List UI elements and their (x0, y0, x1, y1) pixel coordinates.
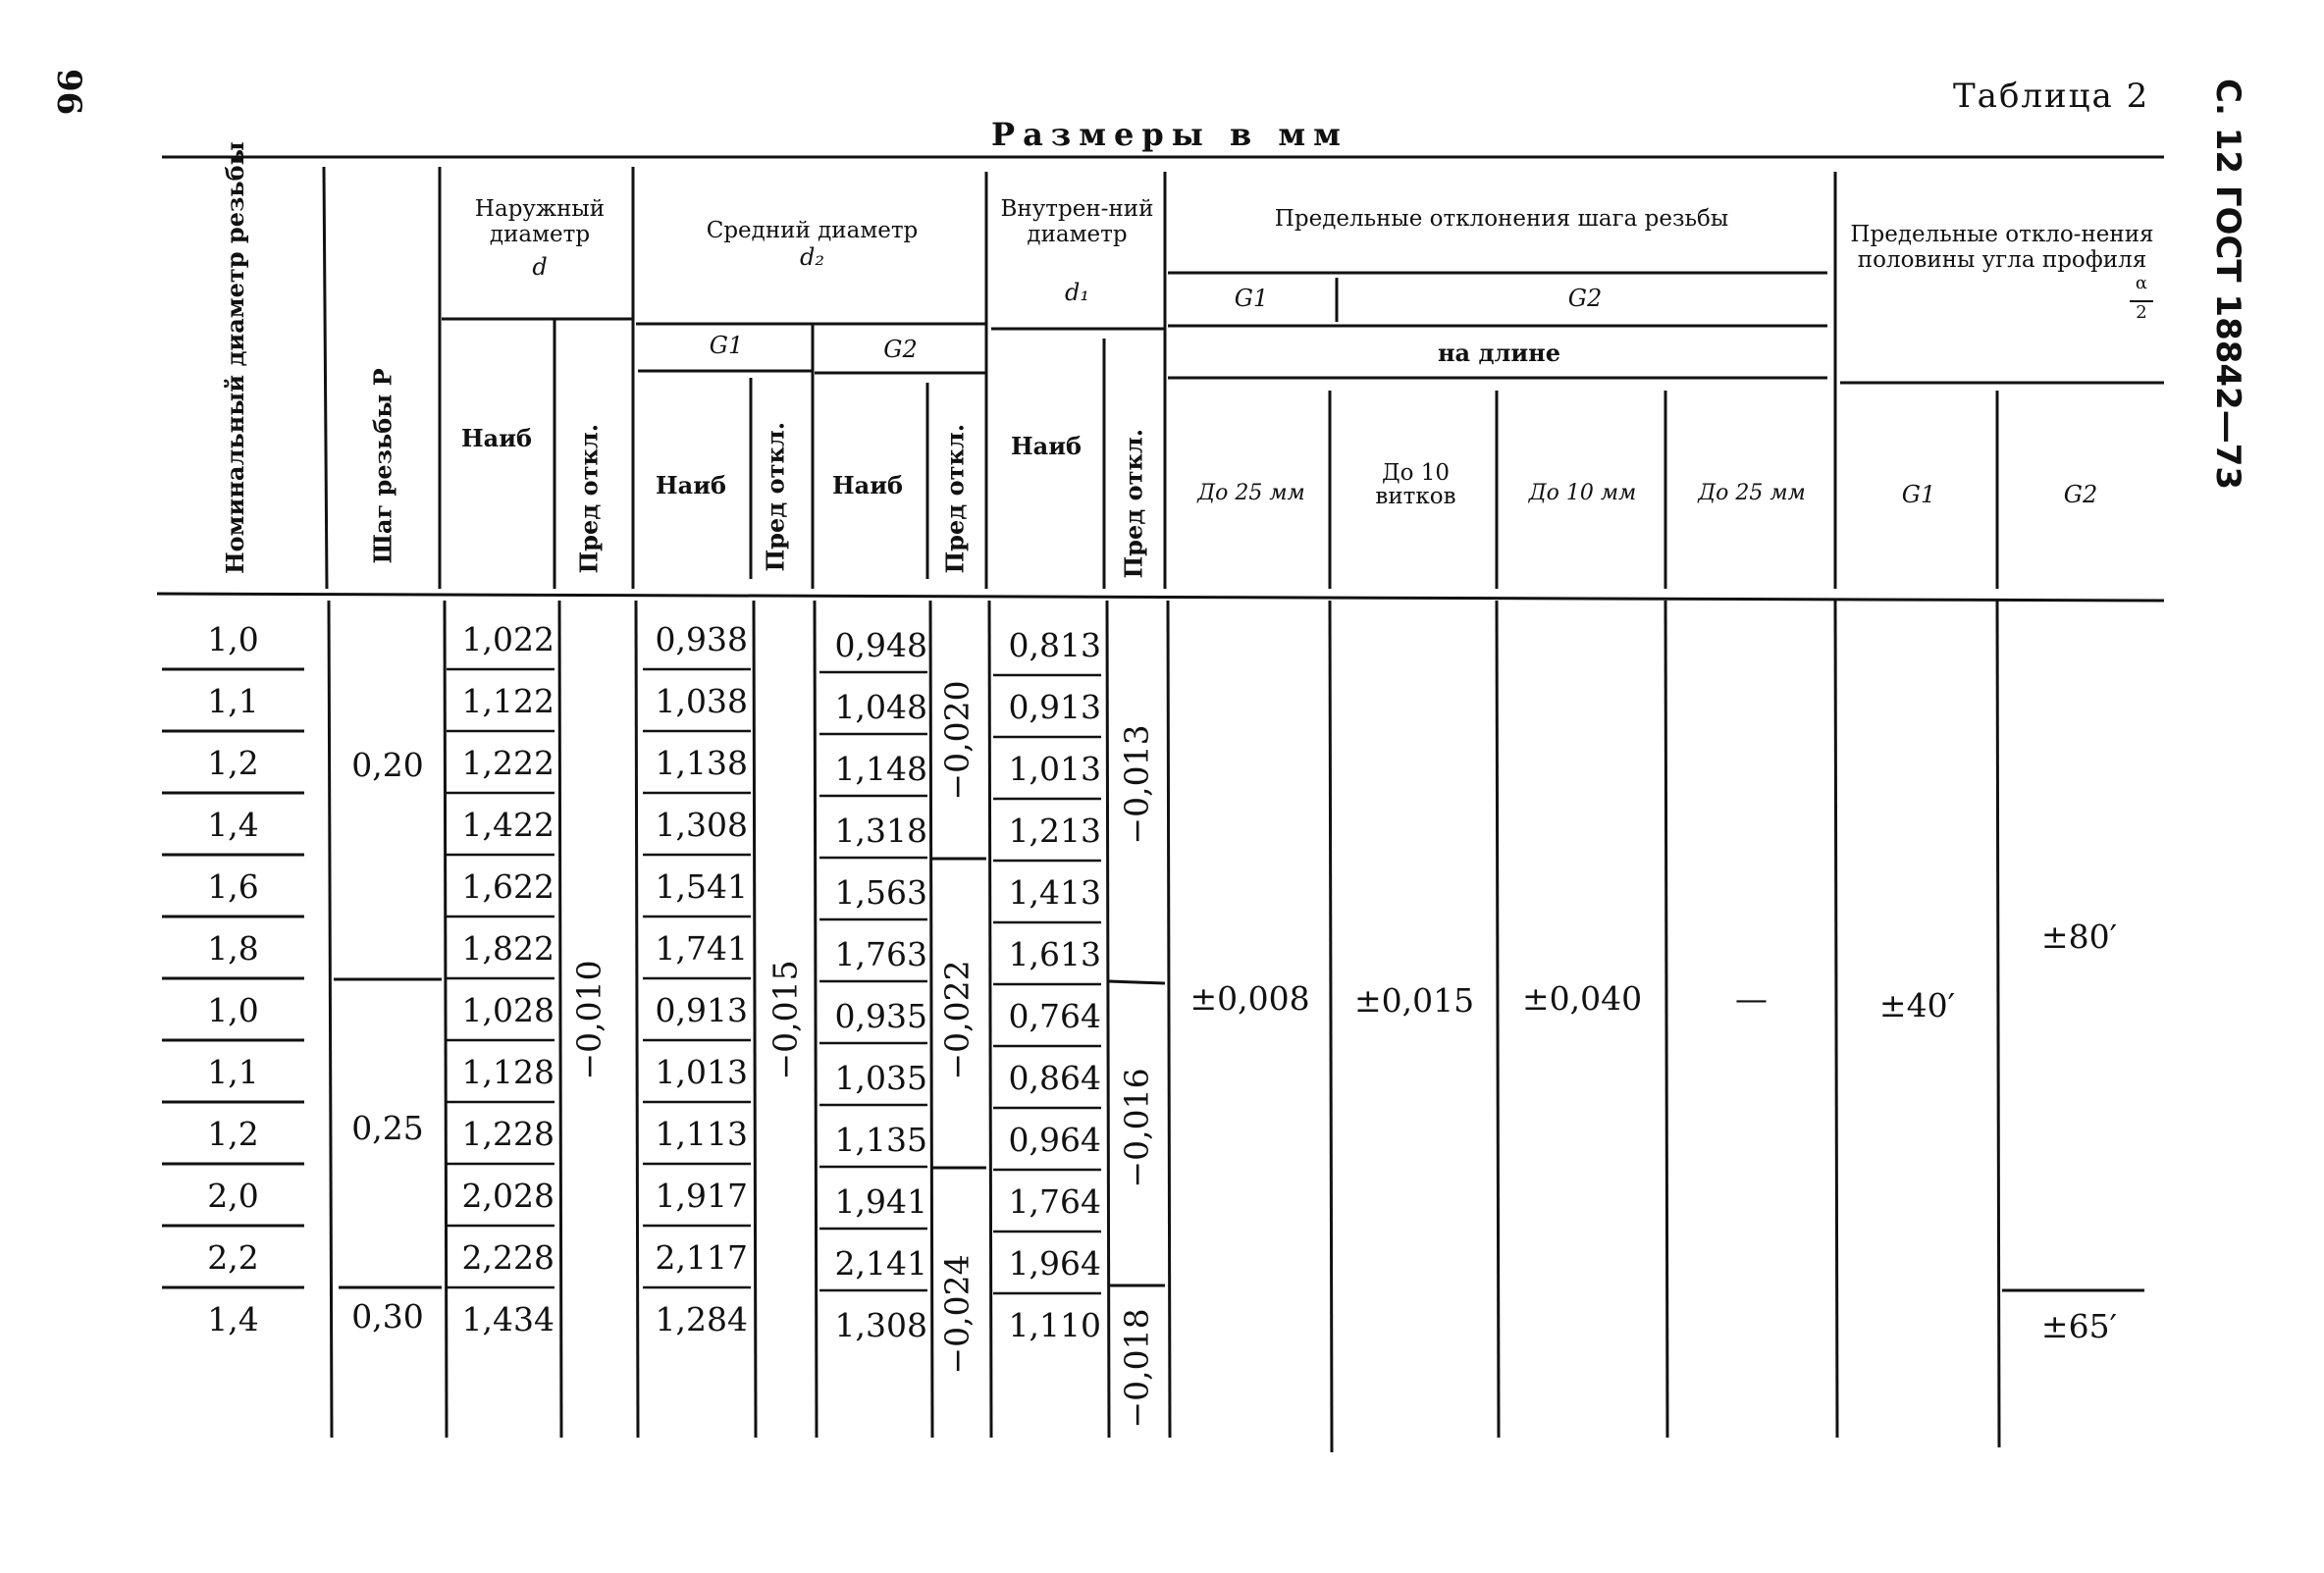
header-up-to-25b: До 25 мм (1698, 481, 1806, 505)
cell-d2-g1: 1,038 (655, 682, 748, 720)
cell-nominal: 1,1 (207, 682, 259, 720)
header-alpha-den: 2 (2130, 300, 2153, 323)
pitch-dev-g2-10mm: ±0,040 (1521, 979, 1643, 1018)
cell-d2-g1: 0,913 (655, 991, 748, 1029)
header-nominal-diameter: Номинальный диаметр резьбы (221, 141, 249, 574)
pitch-value: 0,25 (351, 1109, 424, 1147)
header-middle-g2-dev: Пред откл. (940, 423, 970, 574)
deviation-middle-g2: −0,024 (937, 1254, 977, 1375)
cell-d2-g2: 1,941 (834, 1182, 927, 1221)
pitch-dev-g2-25mm: — (1735, 979, 1768, 1018)
cell-d2-g2: 1,135 (834, 1121, 927, 1159)
cell-d1: 1,613 (1008, 935, 1101, 973)
deviation-inner: −0,013 (1117, 724, 1156, 845)
header-outer-max: Наиб (461, 424, 533, 452)
cell-d2-g2: 1,563 (834, 873, 927, 912)
cell-nominal: 1,8 (207, 929, 259, 968)
cell-d1: 1,013 (1008, 750, 1101, 788)
header-alpha-num: α (2135, 273, 2148, 293)
cell-d2-g2: 1,318 (834, 812, 927, 850)
pitch-value: 0,30 (351, 1297, 424, 1336)
header-middle-g1: G1 (709, 332, 744, 359)
cell-d: 1,422 (461, 806, 555, 844)
header-middle-g1-dev: Пред откл. (761, 421, 790, 572)
header-middle-symbol: d₂ (800, 243, 824, 271)
cell-d: 1,122 (461, 682, 555, 720)
cell-nominal: 1,0 (207, 991, 259, 1029)
header-angle-g1: G1 (1901, 481, 1936, 508)
header-middle-g1-max: Наиб (656, 471, 727, 499)
pitch-value: 0,20 (351, 746, 424, 784)
header-pitch-deviation: Предельные отклонения шага резьбы (1274, 206, 1729, 232)
cell-nominal: 1,0 (207, 620, 259, 658)
header-angle-g2: G2 (2063, 481, 2098, 508)
header-pitch-g2: G2 (1567, 285, 1603, 312)
pitch-dev-g1-25mm: ±0,008 (1189, 979, 1310, 1018)
header-up-to-10: До 10 мм (1528, 481, 1637, 505)
gost-side-header: С. 12 ГОСТ 18842—73 (2208, 79, 2247, 491)
cell-d2-g2: 1,763 (834, 935, 927, 973)
cell-d1: 1,213 (1008, 812, 1101, 850)
cell-d: 1,228 (461, 1115, 555, 1153)
pitch-dev-g2-10turns: ±0,015 (1353, 981, 1475, 1020)
cell-d2-g1: 2,117 (655, 1238, 748, 1277)
cell-d2-g2: 0,935 (834, 997, 927, 1035)
units-caption: Размеры в мм (991, 116, 1348, 153)
cell-d2-g2: 1,148 (834, 750, 927, 788)
header-thread-pitch: Шаг резьбы P (368, 368, 397, 564)
cell-nominal: 1,1 (207, 1053, 259, 1091)
cell-d2-g2: 0,948 (834, 626, 927, 664)
cell-d1: 0,813 (1008, 626, 1101, 664)
header-up-to-25: До 25 мм (1197, 481, 1305, 505)
cell-d2-g1: 1,917 (655, 1177, 748, 1215)
cell-d1: 0,913 (1008, 688, 1101, 726)
cell-nominal: 1,2 (207, 1115, 259, 1153)
cell-d1: 1,110 (1008, 1306, 1101, 1344)
header-outer-diameter: Наружный диаметр (474, 196, 606, 247)
cell-d: 1,128 (461, 1053, 555, 1091)
cell-d1: 1,413 (1008, 873, 1101, 912)
cell-d: 2,228 (461, 1238, 555, 1277)
cell-nominal: 2,0 (207, 1177, 259, 1215)
cell-d2-g1: 0,938 (655, 620, 748, 658)
cell-d1: 0,764 (1008, 997, 1101, 1035)
cell-d2-g2: 1,308 (834, 1306, 927, 1344)
deviation-middle-g1: −0,015 (766, 960, 805, 1080)
cell-d2-g2: 2,141 (834, 1244, 927, 1283)
header-inner-dev: Пред откл. (1119, 428, 1148, 579)
cell-d: 1,822 (461, 929, 555, 968)
header-inner-max: Наиб (1011, 432, 1083, 460)
header-inner-symbol: d₁ (1065, 279, 1089, 306)
cell-d: 1,022 (461, 620, 555, 658)
deviation-middle-g2: −0,020 (937, 680, 977, 801)
cell-d2-g1: 1,284 (655, 1300, 748, 1338)
deviation-outer: −0,010 (569, 960, 608, 1080)
cell-d2-g1: 1,308 (655, 806, 748, 844)
header-inner-diameter: Внутрен-ний диаметр (1000, 196, 1154, 247)
angle-dev-g2: ±80′ (2040, 918, 2118, 956)
header-middle-diameter: Средний диаметр (706, 218, 919, 243)
cell-d1: 1,764 (1008, 1182, 1101, 1221)
deviation-inner: −0,018 (1117, 1308, 1156, 1429)
header-pitch-g1: G1 (1234, 285, 1269, 312)
cell-d2-g1: 1,138 (655, 744, 748, 782)
cell-d2-g2: 1,048 (834, 688, 927, 726)
deviation-middle-g2: −0,022 (937, 960, 977, 1080)
cell-d: 1,222 (461, 744, 555, 782)
cell-d: 1,622 (461, 867, 555, 906)
header-outer-symbol: d (532, 253, 548, 281)
cell-d1: 0,964 (1008, 1121, 1101, 1159)
cell-nominal: 2,2 (207, 1238, 259, 1277)
cell-d: 2,028 (461, 1177, 555, 1215)
angle-dev-g2: ±65′ (2040, 1307, 2118, 1345)
angle-dev-g1: ±40′ (1878, 986, 1956, 1024)
header-up-to-10-turns: До 10 витков (1375, 460, 1456, 509)
cell-d1: 1,964 (1008, 1244, 1101, 1283)
header-middle-g2-max: Наиб (832, 471, 904, 499)
cell-d: 1,434 (461, 1300, 555, 1338)
cell-d: 1,028 (461, 991, 555, 1029)
cell-d2-g1: 1,013 (655, 1053, 748, 1091)
page-number: 96 (49, 69, 88, 116)
cell-d2-g1: 1,113 (655, 1115, 748, 1153)
deviation-inner: −0,016 (1117, 1068, 1156, 1188)
header-middle-g2: G2 (883, 336, 918, 363)
cell-nominal: 1,6 (207, 867, 259, 906)
table-label: Таблица 2 (1953, 77, 2150, 116)
header-half-angle: Предельные откло-нения половины угла профиля (1850, 222, 2154, 273)
cell-nominal: 1,4 (207, 1300, 259, 1338)
header-on-length: на длине (1437, 339, 1561, 367)
cell-d2-g2: 1,035 (834, 1059, 927, 1097)
header-outer-dev: Пред откл. (574, 423, 604, 574)
cell-d2-g1: 1,741 (655, 929, 748, 968)
cell-nominal: 1,4 (207, 806, 259, 844)
cell-nominal: 1,2 (207, 744, 259, 782)
cell-d1: 0,864 (1008, 1059, 1101, 1097)
cell-d2-g1: 1,541 (655, 867, 748, 906)
